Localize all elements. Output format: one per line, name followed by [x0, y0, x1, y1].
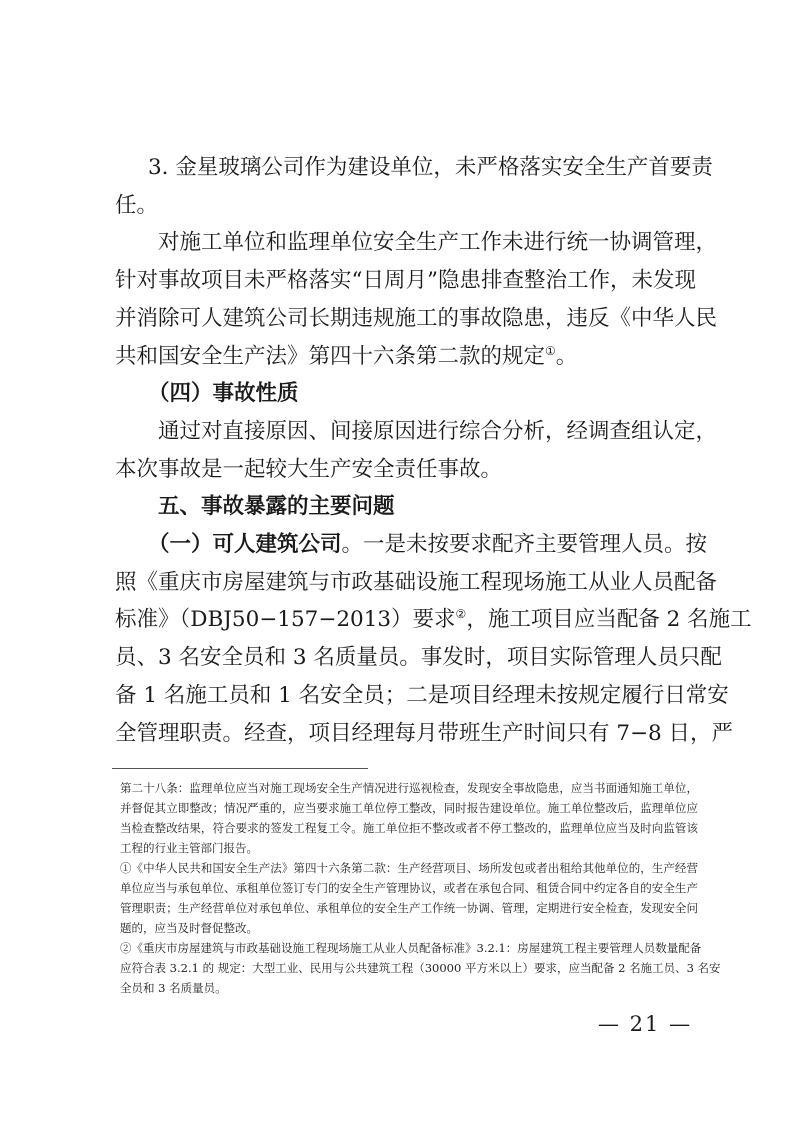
footnote-ref-1[interactable]: ①: [545, 343, 556, 358]
body-line-9: 本次事故是一起较大生产安全责任事故。: [115, 456, 503, 482]
body-line-5: 并消除可人建筑公司长期违规施工的事故隐患，违反《中华人民: [115, 305, 718, 331]
body-line-11-text: 。一是未按要求配齐主要管理人员。按: [341, 532, 708, 557]
footnote-1-line-2: 单位应当与承包单位、承租单位签订专门的安全生产管理协议，或者在承包合同、租赁合同中约定各自的安全生产: [120, 881, 698, 895]
footnote-ref-2[interactable]: ②: [455, 607, 467, 622]
footnote-2-line-1: ②《重庆市房屋建筑与市政基础设施工程现场施工从业人员配备标准》3.2.1：房屋建筑工程主要管理人员数量配备: [120, 941, 702, 955]
footnote-line-4: 工程的行业主管部门报告。: [120, 841, 258, 855]
body-line-2: 任。: [115, 192, 159, 218]
page-number: — 21 —: [598, 1012, 693, 1036]
body-line-12: 照《重庆市房屋建筑与市政基础设施工程现场施工从业人员配备: [115, 569, 718, 595]
body-line-8: 通过对直接原因、间接原因进行综合分析，经调查组认定，: [158, 418, 718, 444]
body-line-16: 全管理职责。经查，项目经理每月带班生产时间只有 7−8 日，严: [115, 720, 734, 746]
section-heading-5: 五、事故暴露的主要问题: [158, 494, 395, 520]
footnote-1-line-1: ①《中华人民共和国安全生产法》第四十六条第二款：生产经营项目、场所发包或者出租给其他单位的，生产经营: [120, 861, 698, 875]
body-line-11: [148, 532, 708, 557]
subsection-heading-1: （一）可人建筑公司: [148, 532, 342, 557]
body-line-14: 员、3 名安全员和 3 名质量员。事发时，项目实际管理人员只配: [115, 645, 722, 671]
footnote-2-line-3: 全员和 3 名质量员。: [120, 981, 227, 995]
body-line-13-text-a: 标准》（DBJ50−157−2013）要求: [115, 607, 456, 633]
body-line-15: 备 1 名施工员和 1 名安全员；二是项目经理未按规定履行日常安: [115, 682, 729, 708]
body-line-13-text-b: ，施工项目应当配备 2 名施工: [466, 607, 752, 633]
body-line-6-text: 共和国安全生产法》第四十六条第二款的规定: [115, 343, 546, 369]
body-line-1: 3. 金星玻璃公司作为建设单位，未严格落实安全生产首要责: [148, 155, 713, 180]
body-line-13: [115, 607, 752, 633]
footnote-line-1: 第二十八条：监理单位应当对施工现场安全生产情况进行巡视检查，发现安全事故隐患，应当书面通知施工单位，: [120, 781, 698, 795]
footnote-1-line-4: 题的，应当及时督促整改。: [120, 921, 258, 935]
footnote-divider: [112, 768, 368, 769]
body-line-4: 针对事故项目未严格落实“日周月”隐患排查整治工作，未发现: [115, 268, 696, 294]
footnote-line-2: 并督促其立即整改；情况严重的，应当要求施工单位停工整改，同时报告建设单位。施工单位整改后，监理单位应: [120, 801, 698, 815]
body-line-6: [115, 343, 695, 369]
section-heading-4: （四）事故性质: [148, 381, 299, 407]
footnote-line-3: 当检查整改结果，符合要求的签发工程复工令。施工单位拒不整改或者不停工整改的，监理单位应当及时向监管该: [120, 821, 698, 835]
body-line-3: 对施工单位和监理单位安全生产工作未进行统一协调管理，: [158, 230, 718, 256]
body-line-6-period: 。: [555, 343, 578, 369]
footnote-2-line-2: 应符合表 3.2.1 的 规定：大型工业、民用与公共建筑工程（30000 平方米以上）要求，应当配备 2 名施工员、3 名安: [120, 961, 721, 975]
footnote-1-line-3: 管理职责；生产经营单位对承包单位、承租单位的安全生产工作统一协调、管理，定期进行安全检查，发现安全问: [120, 901, 698, 915]
